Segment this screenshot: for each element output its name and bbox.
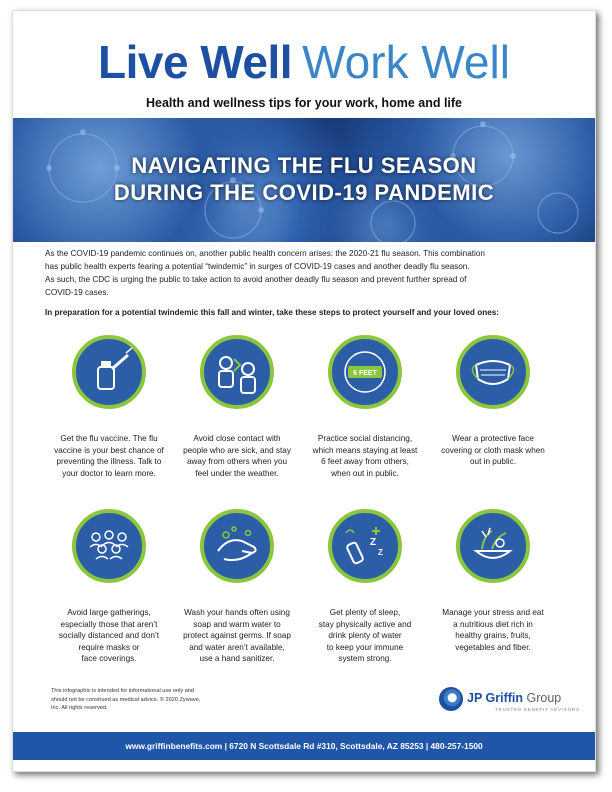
company-subtitle: TRUSTED BENEFIT ADVISORS <box>495 707 580 712</box>
tip-line: Wear a protective face <box>452 434 534 443</box>
hand-wash-icon <box>200 509 274 583</box>
disclaimer <box>51 687 251 713</box>
sleep-water-icon <box>328 509 402 583</box>
tip-line: drink plenty of water <box>328 631 402 640</box>
tip-line: to keep your immune <box>326 642 404 652</box>
tip-line: Get plenty of sleep, <box>329 608 401 617</box>
hero-banner <box>13 118 595 242</box>
tip-line: Practice social distancing, <box>317 434 413 443</box>
tip-line: preventing the illness. Talk to <box>56 457 162 466</box>
hero-title-line-2: DURING THE COVID-19 PANDEMIC <box>113 180 495 205</box>
svg-text:Z: Z <box>370 537 377 548</box>
tagline: Health and wellness tips for your work, home and life <box>145 96 463 110</box>
tip-line: socially distanced and don’t <box>58 631 160 640</box>
brand-title-bold: Live Well <box>98 36 293 88</box>
tip-social-distance <box>299 335 431 479</box>
tip-line: people who are sick, and stay <box>183 445 291 455</box>
steps-lead: In preparation for a potential twindemic this fall and winter, take these steps to protect yourself and your loved ones: <box>45 308 500 317</box>
company-logo <box>439 685 579 715</box>
tip-line: healthy grains, fruits, <box>455 631 531 640</box>
disclaimer-line: This infographic is intended for informational use only and <box>51 688 195 694</box>
tip-line: system strong. <box>338 654 392 663</box>
tip-sleep-water <box>299 509 431 665</box>
tip-line: 6 feet away from others, <box>321 457 409 466</box>
intro-line: As the COVID-19 pandemic continues on, another public health concern arises: the 2020-21 flu season. This combination <box>45 249 485 258</box>
tip-text <box>171 607 303 665</box>
tip-line: out in public. <box>470 457 516 466</box>
hero-title <box>13 152 595 206</box>
tip-avoid-gatherings <box>43 509 175 665</box>
tip-line: covering or cloth mask when <box>441 445 545 455</box>
tip-line: especially those that aren’t <box>60 619 158 629</box>
social-distance-icon <box>328 335 402 409</box>
six-feet-badge: 6 FEET <box>353 370 377 377</box>
intro-line: has public health experts fearing a potential “twindemic” in surges of COVID-19 cases and another deadly flu season. <box>45 262 470 271</box>
intro-paragraph <box>45 247 565 299</box>
tip-line: Wash your hands often using <box>184 608 290 617</box>
tip-line: Get the flu vaccine. The flu <box>60 434 158 443</box>
crowd-icon <box>72 509 146 583</box>
tip-line: stay physically active and <box>318 619 412 629</box>
disclaimer-line: should not be construed as medical advice. © 2020 Zywave, <box>51 696 201 703</box>
tip-line: soap and warm water to <box>193 619 281 629</box>
tip-line: use a hand sanitizer. <box>199 654 275 663</box>
flyer-page <box>12 10 596 772</box>
tip-text <box>299 433 431 479</box>
sick-contact-icon <box>200 335 274 409</box>
intro-line: As such, the CDC is urging the public to take action to avoid another deadly flu season and prevent further spread of <box>45 275 467 284</box>
tip-line: which means staying at least <box>312 445 418 455</box>
tip-line: when out in public. <box>331 468 399 478</box>
tip-text <box>43 607 175 665</box>
tip-line: Avoid large gatherings, <box>67 608 151 617</box>
tip-line: a nutritious diet rich in <box>453 619 533 629</box>
tip-text <box>43 433 175 479</box>
tip-face-mask <box>427 335 559 468</box>
intro-line: COVID-19 cases. <box>45 288 109 297</box>
company-name <box>467 691 561 705</box>
brand-title <box>13 36 595 88</box>
face-mask-icon <box>456 335 530 409</box>
tip-line: vegetables and fiber. <box>455 642 531 652</box>
company-name-rest: Group <box>523 691 562 705</box>
company-name-bold: JP Griffin <box>467 691 524 705</box>
disclaimer-line: Inc. All rights reserved. <box>51 705 108 711</box>
swirl-logo-icon <box>439 687 463 711</box>
tip-line: Manage your stress and eat <box>442 608 544 617</box>
tip-wash-hands <box>171 509 303 665</box>
tip-text <box>171 433 303 479</box>
footer-contact-bar: www.griffinbenefits.com | 6720 N Scottsdale Rd #310, Scottsdale, AZ 85253 | 480-257-1500 <box>13 732 595 760</box>
brand-title-light: Work Well <box>302 36 510 88</box>
tip-text <box>427 433 559 468</box>
tip-flu-vaccine <box>43 335 175 479</box>
hero-title-line-1: NAVIGATING THE FLU SEASON <box>131 153 477 178</box>
tip-line: face coverings. <box>81 654 137 663</box>
tip-line: feel under the weather. <box>195 468 279 478</box>
tip-line: Avoid close contact with <box>193 434 281 443</box>
tip-line: require masks or <box>78 642 140 652</box>
vaccine-icon <box>72 335 146 409</box>
svg-text:Z: Z <box>378 548 383 557</box>
tip-text <box>299 607 431 665</box>
tip-line: protect against germs. If soap <box>183 631 291 640</box>
tip-line: vaccine is your best chance of <box>54 445 164 455</box>
tip-avoid-sick <box>171 335 303 479</box>
tip-line: away from others when you <box>186 457 288 466</box>
tip-line: your doctor to learn more. <box>62 468 156 478</box>
tip-healthy-diet <box>427 509 559 653</box>
tip-line: and water aren’t available, <box>189 642 285 652</box>
healthy-food-icon <box>456 509 530 583</box>
tip-text <box>427 607 559 653</box>
